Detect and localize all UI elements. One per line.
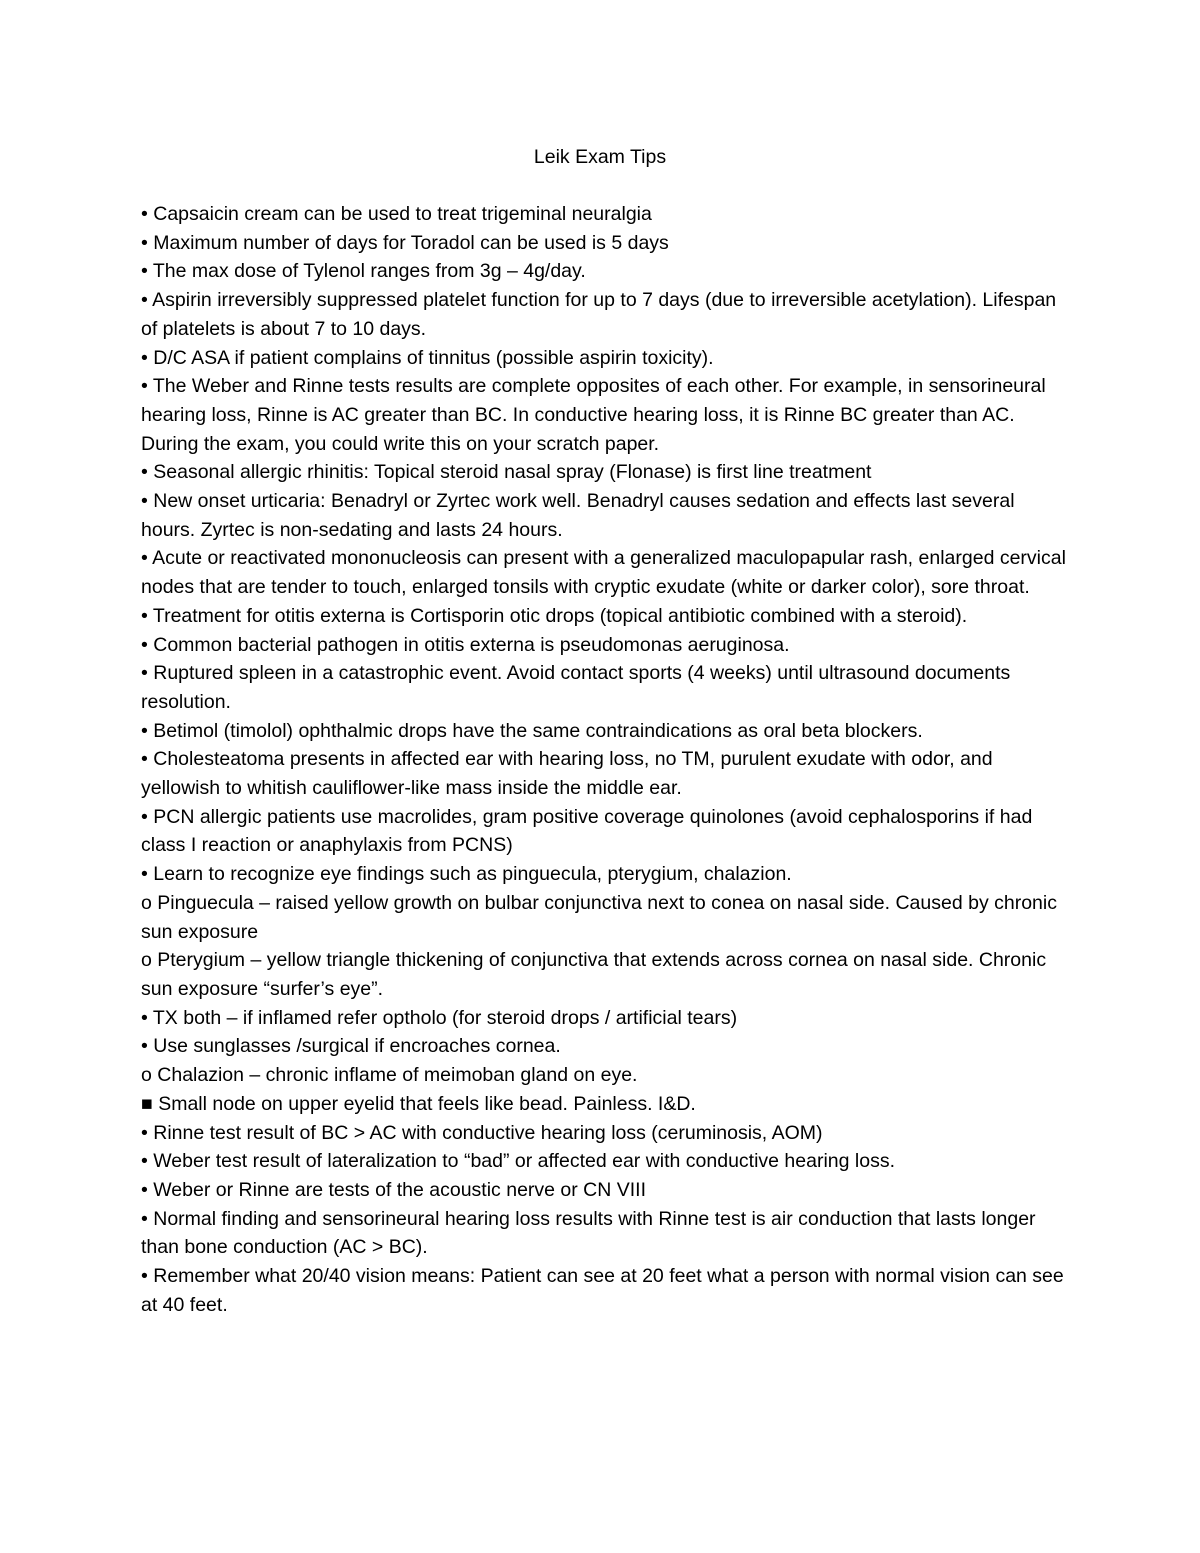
tip-line: • The Weber and Rinne tests results are complete opposites of each other. For example, in sensorineural hearing loss, Rinne is AC greater than BC. In conductive hearing loss, it is Rinne BC greater than AC. During the exam, you could write this on your scratch paper. bbox=[141, 375, 1046, 455]
tip-line: • Aspirin irreversibly suppressed platelet function for up to 7 days (due to irreversible acetylation). Lifespan of platelets is about 7 to 10 days. bbox=[141, 289, 1057, 340]
tip-line: • D/C ASA if patient complains of tinnitus (possible aspirin toxicity). bbox=[141, 346, 714, 369]
tip-line: o Pterygium – yellow triangle thickening of conjunctiva that extends across cornea on nasal side. Chronic sun exposure “surfer’s eye”. bbox=[141, 949, 1047, 1000]
tip-line: • Cholesteatoma presents in affected ear with hearing loss, no TM, purulent exudate with odor, and yellowish to whitish cauliflower-like mass inside the middle ear. bbox=[141, 748, 993, 800]
tip-line: • New onset urticaria: Benadryl or Zyrtec work well. Benadryl causes sedation and effects last several hours. Zyrtec is non-sedating and lasts 24 hours. bbox=[141, 490, 1015, 541]
tip-line: • Treatment for otitis externa is Cortisporin otic drops (topical antibiotic combined with a steroid). bbox=[141, 604, 968, 627]
tip-line: • Use sunglasses /surgical if encroaches cornea. bbox=[141, 1035, 561, 1058]
tip-line: • Learn to recognize eye findings such as pinguecula, pterygium, chalazion. bbox=[141, 863, 792, 886]
tip-line: • Rinne test result of BC > AC with conductive hearing loss (ceruminosis, AOM) bbox=[141, 1121, 823, 1144]
tip-line: • Seasonal allergic rhinitis: Topical steroid nasal spray (Flonase) is first line treatment bbox=[141, 461, 872, 484]
tip-line: • Remember what 20/40 vision means: Patient can see at 20 feet what a person with normal vision can see at 40 feet. bbox=[141, 1265, 1064, 1316]
tip-line: • Normal finding and sensorineural hearing loss results with Rinne test is air conduction that lasts longer than bone conduction (AC > BC). bbox=[141, 1207, 1036, 1259]
tip-line: • Weber test result of lateralization to “bad” or affected ear with conductive hearing loss. bbox=[141, 1150, 895, 1173]
tip-line: • Betimol (timolol) ophthalmic drops have the same contraindications as oral beta blockers. bbox=[141, 719, 923, 742]
tip-line: • TX both – if inflamed refer optholo (for steroid drops / artificial tears) bbox=[141, 1006, 738, 1029]
tip-line: • Ruptured spleen in a catastrophic event. Avoid contact sports (4 weeks) until ultrasound documents resolution. bbox=[141, 662, 1011, 713]
tip-line: o Pinguecula – raised yellow growth on bulbar conjunctiva next to conea on nasal side. Caused by chronic sun exposure bbox=[141, 891, 1057, 943]
tip-line: • Weber or Rinne are tests of the acoustic nerve or CN VIII bbox=[141, 1178, 647, 1201]
tip-line: • Maximum number of days for Toradol can be used is 5 days bbox=[141, 231, 669, 254]
tip-line: • PCN allergic patients use macrolides, gram positive coverage quinolones (avoid cephalosporins if had class I reaction or anaphylaxis from PCNS) bbox=[141, 805, 1033, 857]
tip-line: o Chalazion – chronic inflame of meimoban gland on eye. bbox=[141, 1064, 638, 1087]
tip-line: • Common bacterial pathogen in otitis externa is pseudomonas aeruginosa. bbox=[141, 633, 790, 656]
tip-line: • Capsaicin cream can be used to treat trigeminal neuralgia bbox=[141, 203, 652, 225]
tip-line: • The max dose of Tylenol ranges from 3g – 4g/day. bbox=[141, 260, 586, 283]
document-title: Leik Exam Tips bbox=[533, 146, 667, 168]
tip-line: • Acute or reactivated mononucleosis can present with a generalized maculopapular rash, enlarged cervical nodes that are tender to touch, enlarged tonsils with cryptic exudate (white or darker color), sore throat. bbox=[141, 547, 1066, 599]
tip-line: ■ Small node on upper eyelid that feels like bead. Painless. I&D. bbox=[141, 1092, 696, 1115]
tips-list bbox=[141, 200, 1071, 1319]
